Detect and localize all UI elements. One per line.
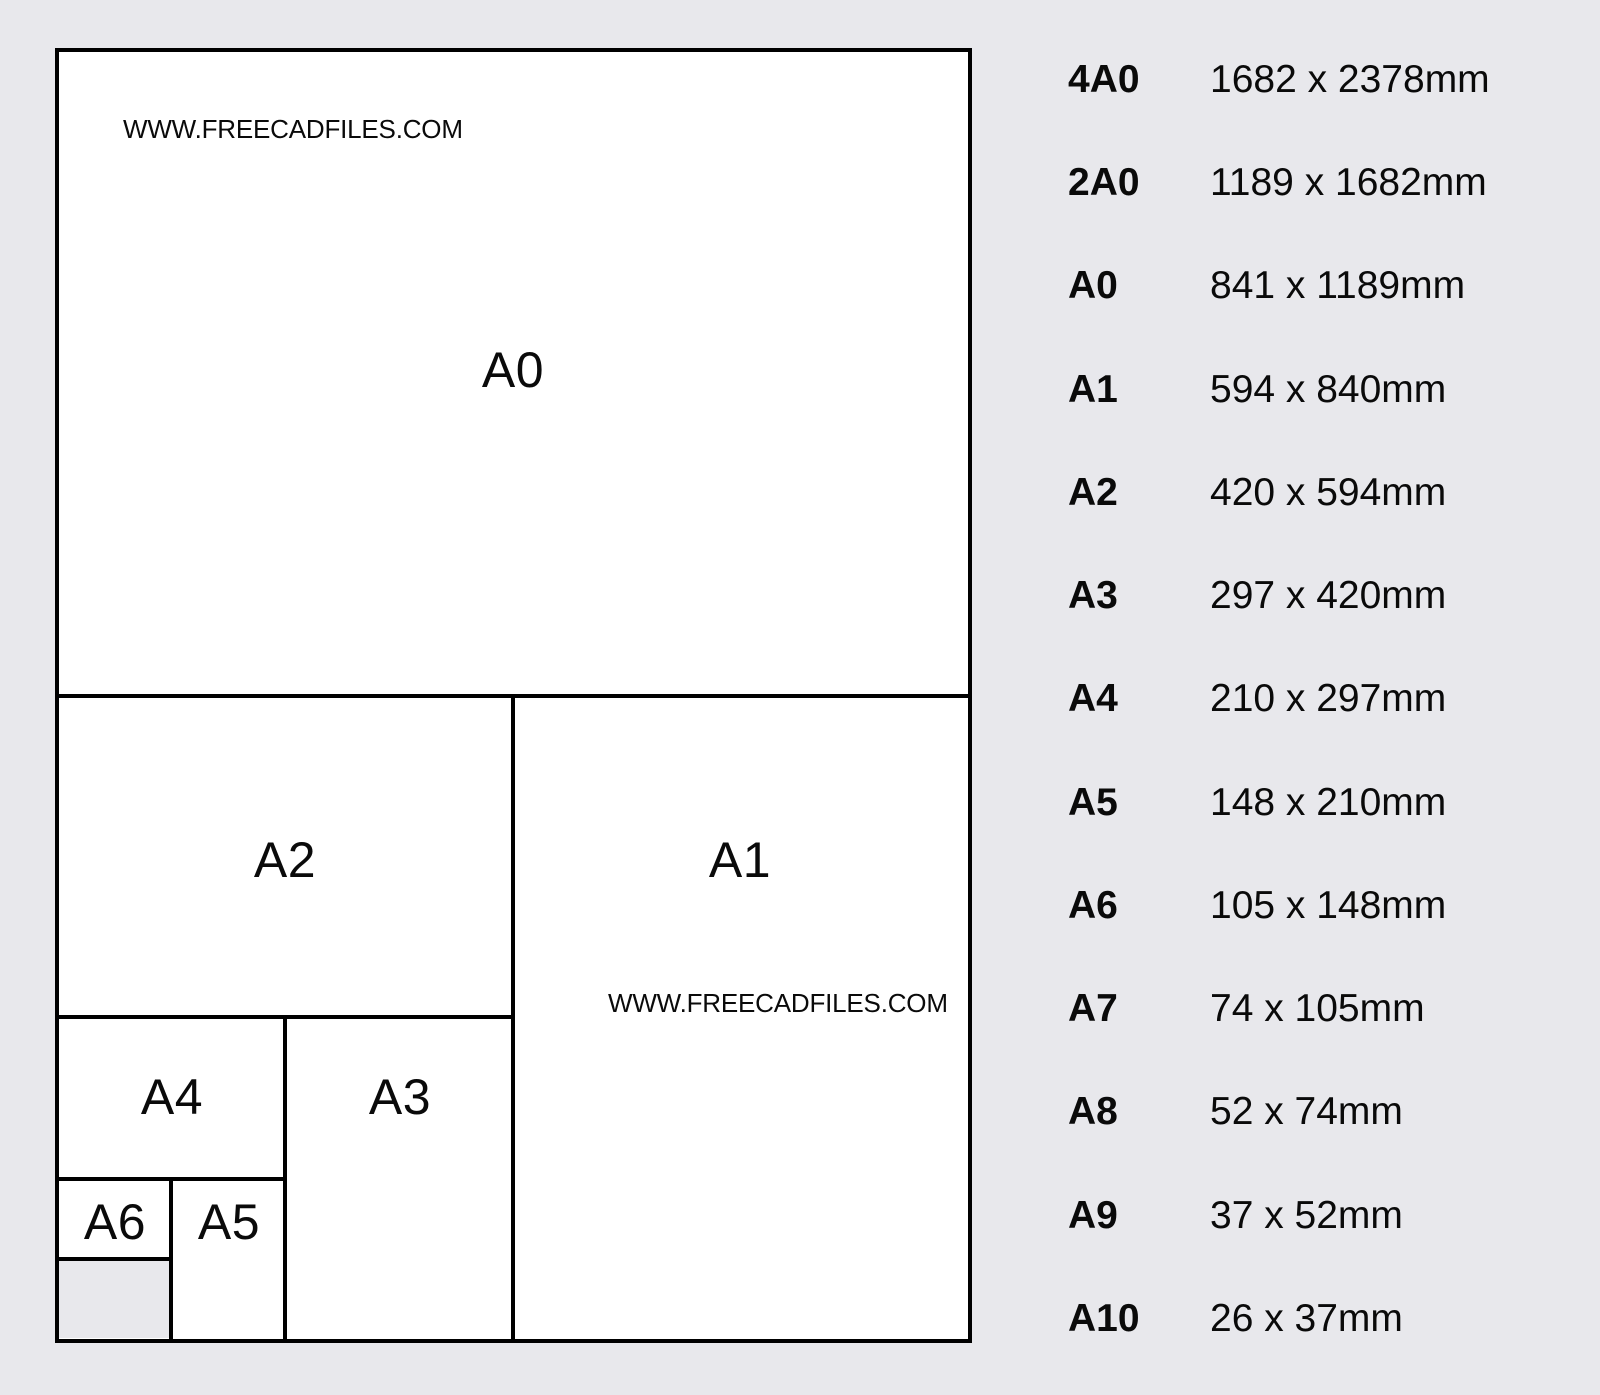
dimensions-value: 74 x 105mm <box>1210 987 1425 1030</box>
table-row-a6 <box>1068 881 1568 931</box>
table-row-a0 <box>1068 261 1568 311</box>
dimensions-value: 37 x 52mm <box>1210 1194 1403 1237</box>
watermark-top: WWW.FREECADFILES.COM <box>123 114 463 144</box>
region-label-a1: A1 <box>708 832 772 888</box>
table-row-4a0 <box>1068 55 1568 105</box>
table-row-a3 <box>1068 571 1568 621</box>
format-label: A8 <box>1068 1090 1118 1133</box>
watermark-bottom: WWW.FREECADFILES.COM <box>608 988 948 1018</box>
dimensions-value: 841 x 1189mm <box>1210 264 1466 307</box>
region-label-a3: A3 <box>368 1069 432 1125</box>
table-row-a1 <box>1068 365 1568 415</box>
table-row-a10 <box>1068 1294 1568 1344</box>
format-label: A3 <box>1068 574 1118 617</box>
format-label: 4A0 <box>1068 58 1140 101</box>
dimensions-value: 1682 x 2378mm <box>1210 58 1490 101</box>
dimensions-value: 594 x 840mm <box>1210 368 1447 411</box>
format-label: A7 <box>1068 987 1118 1030</box>
format-label: A6 <box>1068 884 1118 927</box>
dimensions-value: 1189 x 1682mm <box>1210 161 1487 204</box>
format-label: A10 <box>1068 1297 1140 1340</box>
format-label: 2A0 <box>1068 161 1140 204</box>
region-label-a0: A0 <box>481 342 545 398</box>
dimensions-value: 26 x 37mm <box>1210 1297 1403 1340</box>
format-label: A4 <box>1068 677 1118 720</box>
remaining-smaller-sizes-area <box>59 1261 169 1338</box>
region-label-a4: A4 <box>140 1069 204 1125</box>
table-row-a7 <box>1068 984 1568 1034</box>
table-row-a5 <box>1068 778 1568 828</box>
dimensions-value: 52 x 74mm <box>1210 1090 1403 1133</box>
dimensions-value: 105 x 148mm <box>1210 884 1447 927</box>
table-row-a8 <box>1068 1087 1568 1137</box>
table-row-2a0 <box>1068 158 1568 208</box>
format-label: A2 <box>1068 471 1118 514</box>
table-row-a4 <box>1068 674 1568 724</box>
dimensions-value: 148 x 210mm <box>1210 781 1447 824</box>
table-row-a2 <box>1068 468 1568 518</box>
dimensions-value: 210 x 297mm <box>1210 677 1447 720</box>
dimensions-value: 297 x 420mm <box>1210 574 1447 617</box>
dimensions-value: 420 x 594mm <box>1210 471 1447 514</box>
table-row-a9 <box>1068 1191 1568 1241</box>
format-label: A0 <box>1068 264 1118 307</box>
region-label-a2: A2 <box>253 832 317 888</box>
format-label: A9 <box>1068 1194 1118 1237</box>
region-label-a5: A5 <box>197 1194 261 1250</box>
region-label-a6: A6 <box>83 1194 147 1250</box>
format-label: A1 <box>1068 368 1118 411</box>
format-label: A5 <box>1068 781 1118 824</box>
